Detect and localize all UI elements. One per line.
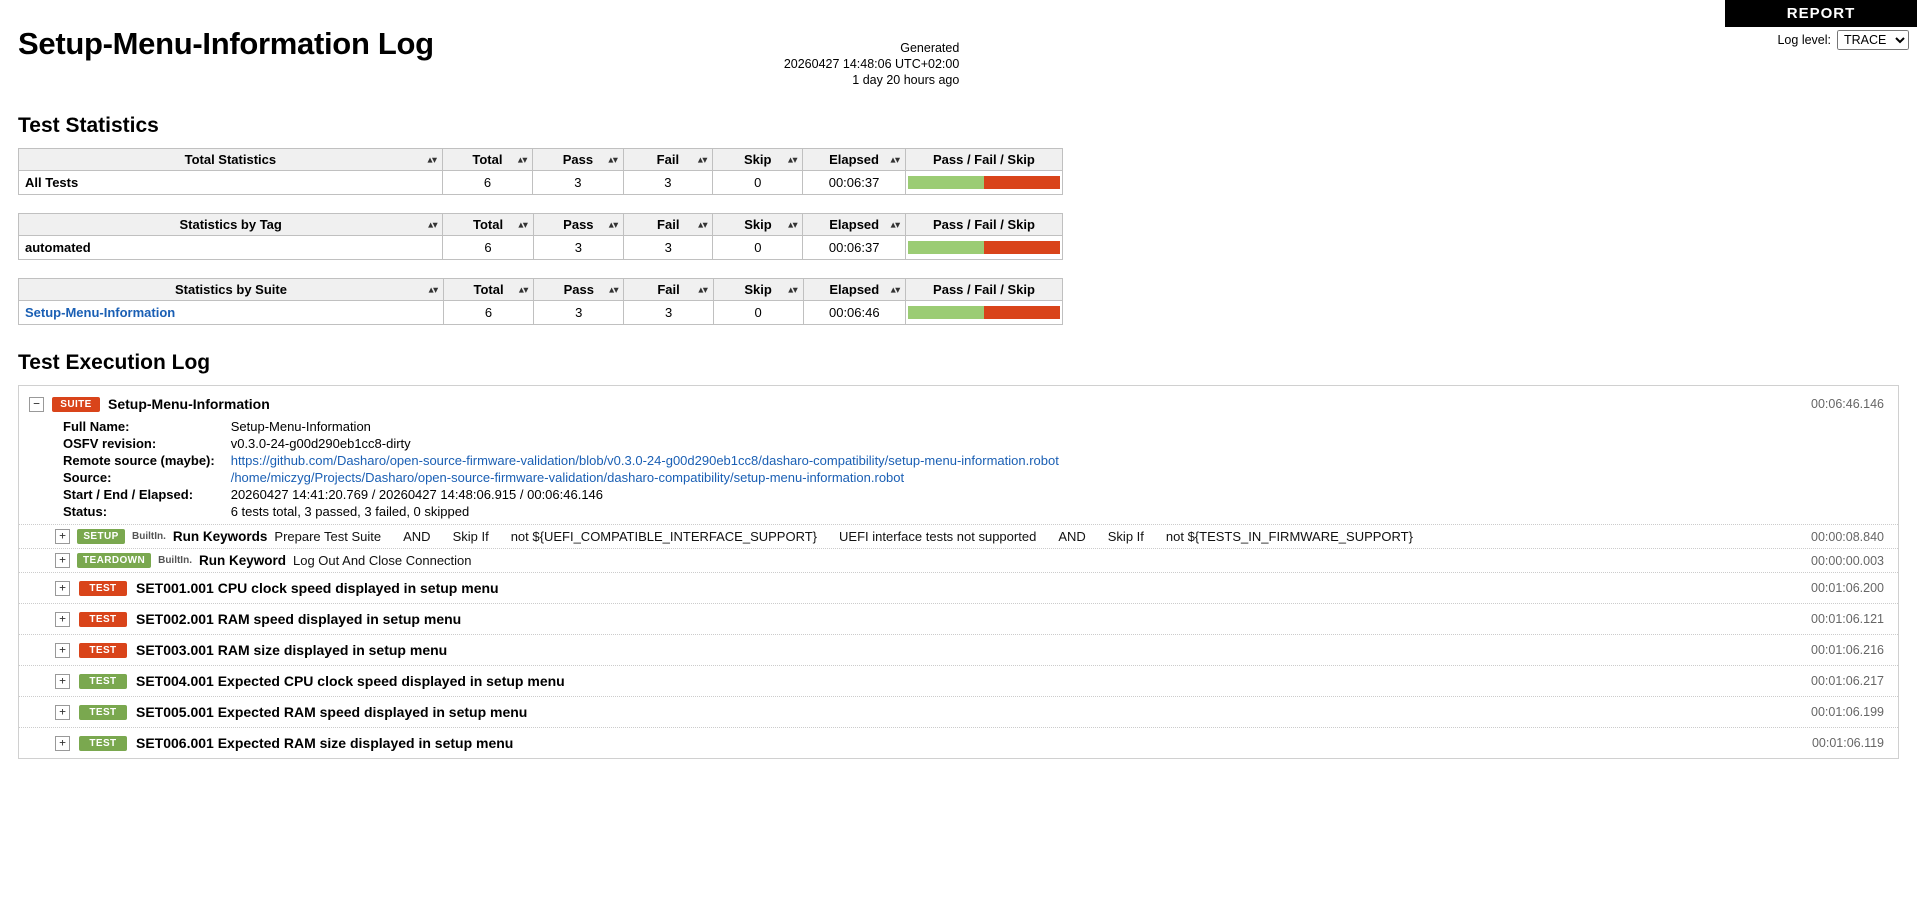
column-header-elapsed[interactable]: Elapsed ▴▾ xyxy=(803,279,905,301)
page-title: Setup-Menu-Information Log xyxy=(18,26,434,61)
column-header-pass[interactable]: Pass ▴▾ xyxy=(534,279,624,301)
pass-fail-skip-bar xyxy=(905,171,1062,195)
stat-row-name: All Tests xyxy=(19,171,443,195)
bar-track xyxy=(908,241,1060,254)
test-status-badge: TEST xyxy=(79,674,127,689)
column-header-pass[interactable]: Pass ▴▾ xyxy=(533,214,623,236)
test-status-badge: TEST xyxy=(79,736,127,751)
test-name: SET001.001 CPU clock speed displayed in setup menu xyxy=(136,580,499,596)
test-status-badge: TEST xyxy=(79,705,127,720)
test-name: SET003.001 RAM size displayed in setup menu xyxy=(136,642,448,658)
keyword-argument: not ${UEFI_COMPATIBLE_INTERFACE_SUPPORT} xyxy=(510,529,818,544)
column-header-pass-fail-skip: Pass / Fail / Skip xyxy=(905,214,1062,236)
metadata-value[interactable] xyxy=(231,452,1059,469)
pass-fail-skip-bar xyxy=(906,301,1063,325)
metadata-row xyxy=(63,503,1059,520)
keyword-argument: Skip If xyxy=(452,529,489,544)
keyword-type-badge: SETUP xyxy=(77,529,125,544)
keyword-row[interactable] xyxy=(19,548,1898,572)
column-header-total[interactable]: Total ▴▾ xyxy=(443,279,533,301)
sort-arrows-icon[interactable]: ▴▾ xyxy=(518,154,528,164)
test-name: SET004.001 Expected CPU clock speed displayed in setup menu xyxy=(136,673,565,689)
sort-arrows-icon[interactable]: ▴▾ xyxy=(698,219,708,229)
test-name: SET002.001 RAM speed displayed in setup menu xyxy=(136,611,462,627)
generated-timestamp: 20260427 14:48:06 UTC+02:00 xyxy=(783,57,960,71)
keyword-argument: Skip If xyxy=(1107,529,1144,544)
expand-collapse-icon[interactable]: + xyxy=(55,643,70,658)
test-name: SET006.001 Expected RAM size displayed in setup menu xyxy=(136,735,514,751)
keyword-elapsed: 00:00:00.003 xyxy=(1811,553,1884,568)
suite-link[interactable]: Setup-Menu-Information xyxy=(25,305,176,320)
statistics-table xyxy=(18,213,1063,260)
expand-collapse-icon[interactable]: + xyxy=(55,674,70,689)
statistics-tables xyxy=(18,148,1899,325)
log-level-select[interactable] xyxy=(1837,30,1909,50)
column-header-pass-fail-skip: Pass / Fail / Skip xyxy=(905,149,1062,171)
keyword-row[interactable] xyxy=(19,524,1898,548)
report-banner-label: REPORT xyxy=(1786,5,1856,22)
keyword-argument: not ${TESTS_IN_FIRMWARE_SUPPORT} xyxy=(1165,529,1413,544)
sort-arrows-icon[interactable]: ▴▾ xyxy=(788,284,798,294)
metadata-key: Full Name: xyxy=(63,419,130,434)
suite-name: Setup-Menu-Information xyxy=(108,396,270,412)
sort-arrows-icon[interactable]: ▴▾ xyxy=(518,219,528,229)
table-row xyxy=(19,301,1063,325)
keyword-argument: UEFI interface tests not supported xyxy=(839,529,1037,544)
metadata-row xyxy=(63,435,1059,452)
sort-arrows-icon[interactable]: ▴▾ xyxy=(427,154,437,164)
column-header-name[interactable]: Statistics by Suite ▴▾ xyxy=(19,279,444,301)
stat-skip: 0 xyxy=(713,171,803,195)
stat-pass: 3 xyxy=(534,301,624,325)
stat-pass: 3 xyxy=(533,236,623,260)
keyword-arguments xyxy=(293,553,472,568)
expand-collapse-icon[interactable]: + xyxy=(55,705,70,720)
sort-arrows-icon[interactable]: ▴▾ xyxy=(608,154,618,164)
metadata-key: Start / End / Elapsed: xyxy=(63,487,194,502)
column-header-skip[interactable]: Skip ▴▾ xyxy=(713,214,803,236)
stat-elapsed: 00:06:46 xyxy=(803,301,905,325)
suite-tests xyxy=(19,572,1898,758)
test-statistics-heading: Test Statistics xyxy=(18,114,159,137)
column-header-name[interactable]: Total Statistics ▴▾ xyxy=(19,149,443,171)
column-header-total[interactable]: Total ▴▾ xyxy=(443,214,533,236)
generated-info xyxy=(784,40,960,88)
bar-segment-pass xyxy=(908,176,984,189)
column-header-fail[interactable]: Fail ▴▾ xyxy=(623,149,713,171)
test-status-badge: TEST xyxy=(79,581,127,596)
column-header-fail[interactable]: Fail ▴▾ xyxy=(624,214,713,236)
sort-arrows-icon[interactable]: ▴▾ xyxy=(788,154,798,164)
test-elapsed: 00:01:06.200 xyxy=(1811,581,1884,595)
bar-segment-pass xyxy=(908,306,984,319)
bar-segment-fail xyxy=(984,306,1060,319)
metadata-row xyxy=(63,469,1059,486)
test-name: SET005.001 Expected RAM speed displayed in setup menu xyxy=(136,704,528,720)
suite-badge: SUITE xyxy=(52,397,100,412)
test-elapsed: 00:01:06.216 xyxy=(1811,643,1884,657)
metadata-key: Source: xyxy=(63,470,112,485)
test-row[interactable] xyxy=(19,634,1898,665)
stat-total: 6 xyxy=(443,301,533,325)
keyword-library: BuiltIn. xyxy=(132,531,166,542)
report-banner xyxy=(1725,0,1917,27)
metadata-row xyxy=(63,418,1059,435)
column-header-pass-fail-skip: Pass / Fail / Skip xyxy=(906,279,1063,301)
sort-arrows-icon[interactable]: ▴▾ xyxy=(609,219,619,229)
sort-arrows-icon[interactable]: ▴▾ xyxy=(890,154,900,164)
test-row[interactable] xyxy=(19,572,1898,603)
test-row[interactable] xyxy=(19,727,1898,758)
column-header-elapsed[interactable]: Elapsed ▴▾ xyxy=(803,214,906,236)
metadata-value: 6 tests total, 3 passed, 3 failed, 0 skipped xyxy=(230,504,470,519)
column-header-total[interactable]: Total ▴▾ xyxy=(442,149,532,171)
column-header-skip[interactable]: Skip ▴▾ xyxy=(713,279,803,301)
test-elapsed: 00:01:06.121 xyxy=(1811,612,1884,626)
metadata-link[interactable]: /home/miczyg/Projects/Dasharo/open-source-firmware-validation/dasharo-compatibility/setup-menu-information.robot xyxy=(230,470,905,485)
keyword-name: Run Keyword xyxy=(198,553,286,568)
test-elapsed: 00:01:06.119 xyxy=(1811,736,1884,750)
generated-label: Generated xyxy=(900,41,960,55)
keyword-elapsed: 00:00:08.840 xyxy=(1811,529,1884,544)
pass-fail-skip-bar xyxy=(905,236,1062,260)
suite-elapsed: 00:06:46.146 xyxy=(1811,397,1884,411)
column-header-fail[interactable]: Fail ▴▾ xyxy=(624,279,713,301)
document-header xyxy=(18,0,1899,88)
test-row[interactable] xyxy=(19,665,1898,696)
keyword-library: BuiltIn. xyxy=(158,555,192,566)
keyword-name: Run Keywords xyxy=(172,529,268,544)
sort-arrows-icon[interactable]: ▴▾ xyxy=(609,284,619,294)
metadata-value: v0.3.0-24-g00d290eb1cc8-dirty xyxy=(230,436,411,451)
sort-arrows-icon[interactable]: ▴▾ xyxy=(519,284,529,294)
stat-row-name: automated xyxy=(19,236,443,260)
metadata-value[interactable] xyxy=(231,469,1059,486)
suite-metadata xyxy=(63,418,1059,520)
log-level-label: Log level: xyxy=(1777,33,1831,47)
sort-arrows-icon[interactable]: ▴▾ xyxy=(890,284,900,294)
stat-elapsed: 00:06:37 xyxy=(803,171,906,195)
statistics-table xyxy=(18,148,1063,195)
metadata-value: Setup-Menu-Information xyxy=(230,419,371,434)
sort-arrows-icon[interactable]: ▴▾ xyxy=(698,284,708,294)
generated-relative: 1 day 20 hours ago xyxy=(852,73,960,87)
sort-arrows-icon[interactable]: ▴▾ xyxy=(890,219,900,229)
execution-log xyxy=(18,385,1899,759)
test-execution-log-heading: Test Execution Log xyxy=(18,351,211,374)
column-header-elapsed[interactable]: Elapsed ▴▾ xyxy=(803,149,906,171)
stat-elapsed: 00:06:37 xyxy=(803,236,906,260)
statistics-table xyxy=(18,278,1063,325)
keyword-argument: Log Out And Close Connection xyxy=(293,553,472,568)
stat-pass: 3 xyxy=(533,171,623,195)
metadata-key: OSFV revision: xyxy=(63,436,157,451)
metadata-value: 20260427 14:41:20.769 / 20260427 14:48:06.915 / 00:06:46.146 xyxy=(230,487,604,502)
sort-arrows-icon[interactable]: ▴▾ xyxy=(428,219,438,229)
suite-keywords xyxy=(19,524,1898,572)
keyword-argument: AND xyxy=(1058,529,1086,544)
stat-row-name[interactable] xyxy=(19,301,444,325)
stat-skip: 0 xyxy=(713,301,803,325)
column-header-pass[interactable]: Pass ▴▾ xyxy=(533,149,623,171)
test-elapsed: 00:01:06.199 xyxy=(1811,705,1884,719)
column-header-skip[interactable]: Skip ▴▾ xyxy=(713,149,803,171)
stat-total: 6 xyxy=(442,171,532,195)
sort-arrows-icon[interactable]: ▴▾ xyxy=(788,219,798,229)
column-header-name[interactable]: Statistics by Tag ▴▾ xyxy=(19,214,443,236)
expand-collapse-icon[interactable]: + xyxy=(55,553,70,568)
bar-segment-fail xyxy=(984,176,1060,189)
keyword-type-badge: TEARDOWN xyxy=(77,553,151,568)
test-row[interactable] xyxy=(19,696,1898,727)
table-header-row xyxy=(19,214,1063,236)
test-elapsed: 00:01:06.217 xyxy=(1811,674,1884,688)
stat-fail: 3 xyxy=(623,171,713,195)
suite-block xyxy=(19,386,1898,758)
table-header-row xyxy=(19,149,1063,171)
test-status-badge: TEST xyxy=(79,612,127,627)
expand-collapse-icon[interactable]: + xyxy=(55,581,70,596)
keyword-argument: AND xyxy=(403,529,431,544)
metadata-row xyxy=(63,452,1059,469)
metadata-key: Remote source (maybe): xyxy=(63,453,215,468)
sort-arrows-icon[interactable]: ▴▾ xyxy=(428,284,438,294)
suite-row[interactable] xyxy=(19,392,1898,416)
stat-fail: 3 xyxy=(624,301,713,325)
stat-total: 6 xyxy=(443,236,533,260)
expand-collapse-icon[interactable]: + xyxy=(55,529,70,544)
test-status-badge: TEST xyxy=(79,643,127,658)
bar-track xyxy=(908,306,1060,319)
metadata-key: Status: xyxy=(63,504,108,519)
metadata-link[interactable]: https://github.com/Dasharo/open-source-firmware-validation/blob/v0.3.0-24-g00d290eb1cc8/dasharo-compatibility/setup-menu-information.robot xyxy=(230,453,1059,468)
stat-skip: 0 xyxy=(713,236,803,260)
expand-collapse-icon[interactable]: + xyxy=(55,736,70,751)
metadata-row xyxy=(63,486,1059,503)
keyword-arguments xyxy=(274,529,1413,544)
stat-fail: 3 xyxy=(624,236,713,260)
bar-segment-fail xyxy=(984,241,1060,254)
table-header-row xyxy=(19,279,1063,301)
expand-collapse-icon[interactable]: − xyxy=(29,397,44,412)
expand-collapse-icon[interactable]: + xyxy=(55,612,70,627)
log-level-control[interactable] xyxy=(1777,30,1909,50)
table-row xyxy=(19,171,1063,195)
keyword-argument: Prepare Test Suite xyxy=(274,529,382,544)
sort-arrows-icon[interactable]: ▴▾ xyxy=(698,154,708,164)
test-row[interactable] xyxy=(19,603,1898,634)
table-row xyxy=(19,236,1063,260)
bar-segment-pass xyxy=(908,241,984,254)
bar-track xyxy=(908,176,1060,189)
